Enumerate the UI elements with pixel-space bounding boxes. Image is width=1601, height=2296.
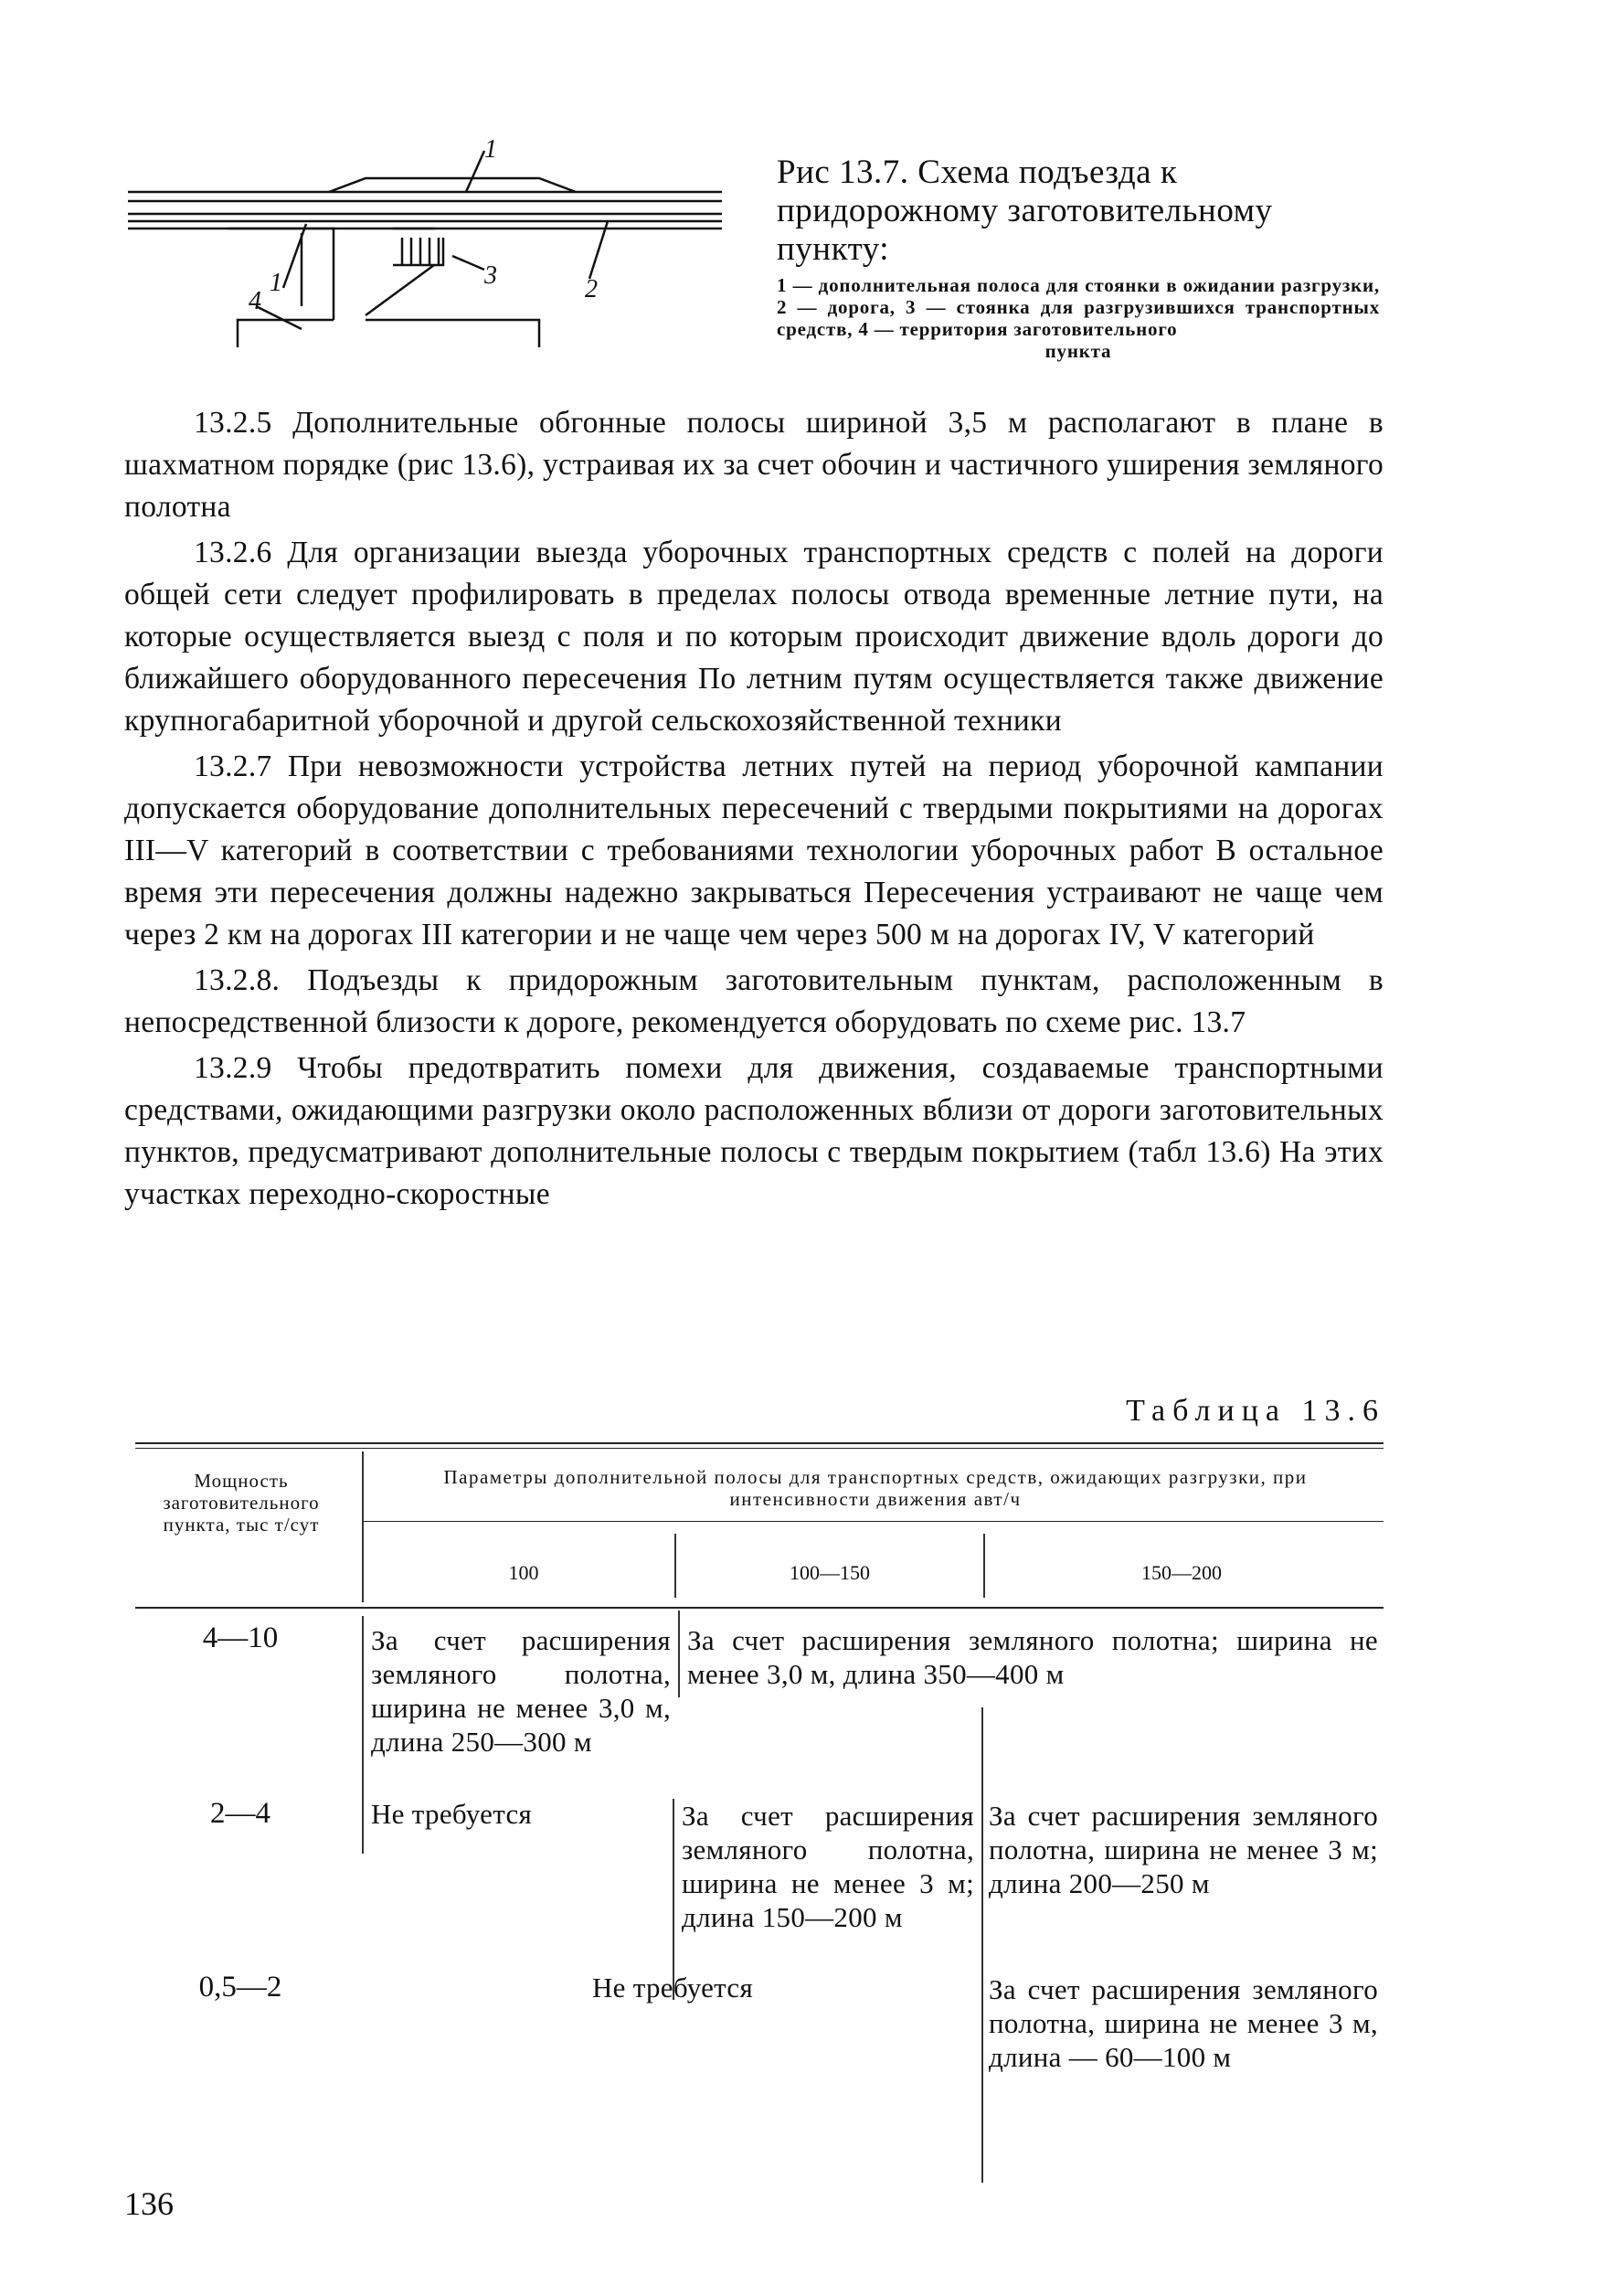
- row-label-4-10: 4—10: [202, 1621, 279, 1654]
- paragraph-13-2-8: 13.2.8. Подъезды к придорожным заготовительным пунктам, расположенным в непосредственной близости к дороге, рекомендуется оборудовать по схеме рис. 13.7: [124, 963, 1384, 1039]
- paragraph-13-2-5: 13.2.5 Дополнительные обгонные полосы шириной 3,5 м располагают в плане в шахматном порядке (рис 13.6), устраивая их за счет обочин и частичного уширения земляного полотна: [124, 406, 1384, 524]
- table-caption: Таблица 13.6: [1126, 1394, 1385, 1428]
- cell-row1-col1: За счет расширения земляного полотна, ширина не менее 3,0 м, длина 250—300 м: [371, 1624, 671, 1758]
- table-top-rule-2: [135, 1448, 1384, 1449]
- page-number: 136: [124, 2185, 174, 2222]
- table-header-parameters: Параметры дополнительной полосы для транспортных средств, ожидающих разгрузки, при интенсивности движения авт/ч: [443, 1466, 1308, 1510]
- table-vrule-body-2: [678, 1610, 680, 1697]
- figure-caption: [777, 154, 1380, 362]
- table-header-capacity: Мощность заготовительного пункта, тыс т/сут: [163, 1470, 320, 1536]
- table-subheader-100-150: 100—150: [790, 1561, 870, 1584]
- table-vrule-body-4: [981, 1707, 983, 2183]
- figure-label-2: 2: [585, 275, 598, 303]
- cell-row3-col12: Не требуется: [591, 1972, 754, 2004]
- figure-caption-title: Рис 13.7. Схема подъезда к придорожному заготовительному пункту:: [777, 154, 1273, 268]
- row-label-0-5-2: 0,5—2: [198, 1971, 282, 2004]
- table-subheader-150-200: 150—200: [1141, 1561, 1222, 1584]
- body-text: [124, 402, 1384, 1216]
- figure-label-1-top: 1: [484, 137, 497, 164]
- access-road-scheme-figure: [119, 137, 740, 347]
- figure-caption-legend: [777, 274, 1380, 362]
- paragraph-13-2-6: 13.2.6 Для организации выезда уборочных транспортных средств с полей на дороги общей сети следует профилировать в пределах полосы отвода временные летние пути, на которые осуществляется выезд с поля и по которым происходит движение вдоль дороги до ближайшего оборудованного пересечения По летним путям осуществляется также движение крупногабаритной уборочной и другой сельскохозяйственной техники: [124, 536, 1384, 738]
- cell-row2-col2: За счет расширения земляного полотна, ширина не менее 3 м; длина 150—200 м: [682, 1800, 974, 1933]
- cell-row2-col1: Не требуется: [371, 1798, 533, 1830]
- paragraph-13-2-9: 13.2.9 Чтобы предотвратить помехи для движения, создаваемые транспортными средствами, ожидающими разгрузки около расположенных вблизи от дороги заготовительных пунктов, предусматривают дополнительные полосы с твердым покрытием (табл 13.6) На этих участках переходно-скоростные: [124, 1051, 1384, 1211]
- figure-label-3: 3: [484, 261, 497, 290]
- table-subheader-100: 100: [508, 1561, 539, 1584]
- table-13-6: [135, 1442, 1384, 2091]
- table-vrule-body-3: [673, 1799, 674, 2000]
- cell-row1-col23: За счет расширения земляного полотна; ширина не менее 3,0 м, длина 350—400 м: [687, 1624, 1378, 1690]
- row-label-2-4: 2—4: [210, 1797, 270, 1830]
- figure-legend-text: 1 — дополнительная полоса для стоянки в ожидании разгрузки, 2 — дорога, 3 — стоянка для разгрузившихся транспортных средств, 4 — территория заготовительного: [777, 274, 1380, 340]
- cell-row2-col3: За счет расширения земляного полотна, ширина не менее 3 м; длина 200—250 м: [989, 1800, 1378, 1899]
- table-vrule-header-1: [362, 1451, 364, 1602]
- figure-label-4: 4: [249, 287, 261, 315]
- figure-legend-last: пункта: [1044, 340, 1112, 362]
- table-top-rule: [135, 1442, 1384, 1444]
- paragraph-13-2-7: 13.2.7 При невозможности устройства летних путей на период уборочной кампании допускается оборудование дополнительных пересечений с твердыми покрытиями на дорогах III—V категорий в соответствии с требованиями технологии уборочных работ В остальное время эти пересечения должны надежно закрываться Пересечения устраивают не чаще чем через 2 км на дорогах III категории и не чаще чем через 500 м на дорогах IV, V категорий: [124, 749, 1384, 951]
- table-header-divider: [364, 1521, 1384, 1522]
- table-vrule-body-1: [362, 1616, 364, 1854]
- figure-label-1-left: 1: [270, 269, 282, 297]
- cell-row3-col3: За счет расширения земляного полотна, ширина не менее 3 м, длина — 60—100 м: [989, 1973, 1378, 2073]
- table-header-bottom-rule: [135, 1607, 1384, 1609]
